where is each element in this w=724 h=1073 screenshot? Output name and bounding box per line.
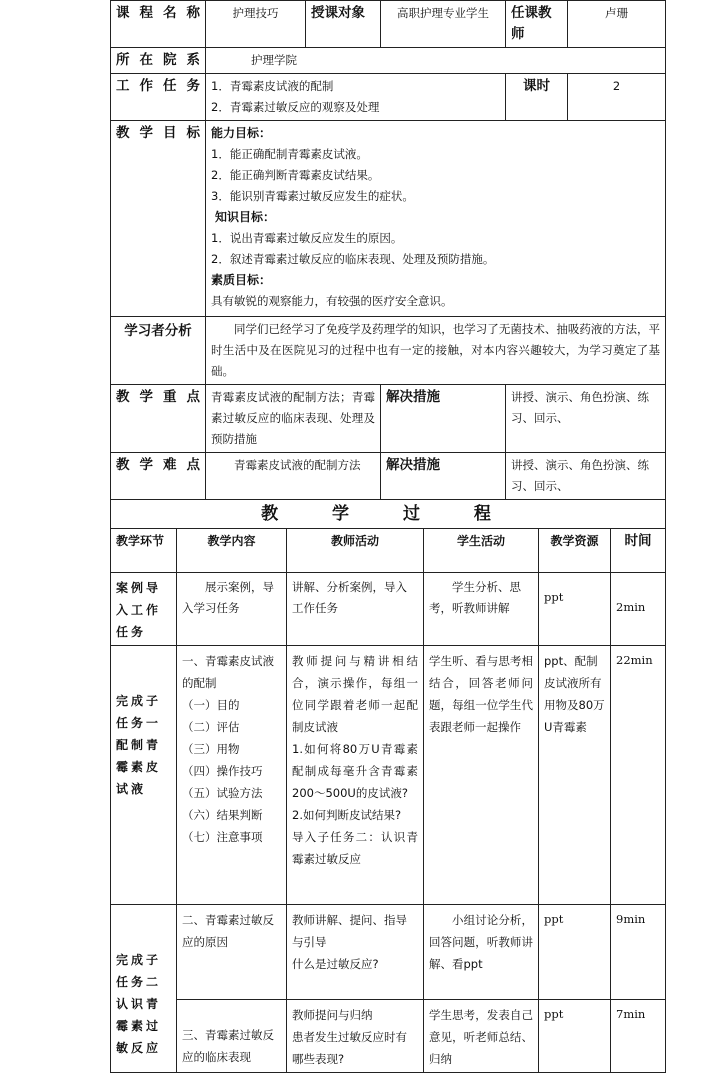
audience-value: 高职护理专业学生 bbox=[381, 1, 506, 48]
teacher-3b-question: 患者发生过敏反应时有哪些表现? bbox=[292, 1030, 407, 1066]
stage-1: 案例导入工作任务 bbox=[111, 573, 177, 646]
process-title-row bbox=[111, 500, 666, 529]
process-row bbox=[111, 573, 666, 646]
teacher-value: 卢珊 bbox=[568, 1, 666, 48]
key-solution-text: 讲授、演示、角色扮演、练习、回示、 bbox=[506, 385, 666, 453]
learner-label: 学习者分析 bbox=[111, 317, 206, 385]
teacher-3b-text: 教师提问与归纳 bbox=[292, 1008, 373, 1022]
ability-title: 能力目标： bbox=[211, 126, 272, 140]
process-row bbox=[111, 905, 666, 1000]
difficulty-label: 教学难点 bbox=[111, 453, 206, 500]
student-2: 学生听、看与思考相结合，回答老师问题，每组一位学生代表跟老师一起操作 bbox=[424, 646, 539, 905]
quality-title: 素质目标： bbox=[211, 273, 272, 287]
content-2-item: （五）试验方法 bbox=[182, 786, 263, 800]
content-3b: 三、青霉素过敏反应的临床表现 bbox=[177, 1000, 287, 1073]
process-row bbox=[111, 646, 666, 905]
lesson-plan-document bbox=[110, 0, 665, 1073]
course-label: 课程名称 bbox=[111, 1, 206, 48]
teacher-3a-text: 教师讲解、提问、指导与引导 bbox=[292, 913, 407, 949]
teacher-2-question: 1.如何将80万U青霉素配制成每毫升含青霉素200～500U的皮试液? bbox=[292, 742, 418, 800]
task-item: 2．青霉素过敏反应的观察及处理 bbox=[211, 100, 380, 114]
difficulty-solution-text: 讲授、演示、角色扮演、练习、回示、 bbox=[506, 453, 666, 500]
teacher-2-next: 导入子任务二：认识青霉素过敏反应 bbox=[292, 830, 418, 866]
difficulty-solution-label: 解决措施 bbox=[381, 453, 506, 500]
difficulty-text: 青霉素皮试液的配制方法 bbox=[206, 453, 381, 500]
header-row bbox=[111, 1, 666, 48]
course-value: 护理技巧 bbox=[206, 1, 306, 48]
content-2 bbox=[177, 646, 287, 905]
teacher-3b bbox=[287, 1000, 424, 1073]
col-student: 学生活动 bbox=[424, 529, 539, 573]
audience-label: 授课对象 bbox=[306, 1, 381, 48]
process-title: 教 学 过 程 bbox=[111, 500, 666, 529]
task-list bbox=[206, 74, 506, 121]
hours-label: 课时 bbox=[506, 74, 568, 121]
difficulty-row bbox=[111, 453, 666, 500]
stage-2: 完成子任务一配制青霉素皮试液 bbox=[111, 646, 177, 905]
key-points-row bbox=[111, 385, 666, 453]
content-2-item: （二）评估 bbox=[182, 720, 240, 734]
objectives-label: 教学目标 bbox=[111, 121, 206, 317]
content-2-title: 一、青霉素皮试液的配制 bbox=[182, 654, 274, 690]
content-2-item: （四）操作技巧 bbox=[182, 764, 263, 778]
task-row bbox=[111, 74, 666, 121]
knowledge-item: 2．叙述青霉素过敏反应的临床表现、处理及预防措施。 bbox=[211, 252, 495, 266]
teacher-3a-question: 什么是过敏反应? bbox=[292, 957, 379, 971]
col-stage: 教学环节 bbox=[111, 529, 177, 573]
objectives-content bbox=[206, 121, 666, 317]
process-table bbox=[110, 499, 666, 1073]
teacher-3a bbox=[287, 905, 424, 1000]
dept-value: 护理学院 bbox=[206, 48, 666, 74]
content-2-item: （一）目的 bbox=[182, 698, 240, 712]
key-points-label: 教学重点 bbox=[111, 385, 206, 453]
resource-1: ppt bbox=[539, 573, 611, 646]
task-label: 工作任务 bbox=[111, 74, 206, 121]
col-time: 时间 bbox=[611, 529, 666, 573]
info-table bbox=[110, 0, 666, 500]
teacher-1: 讲解、分析案例，导入工作任务 bbox=[287, 573, 424, 646]
content-1: 展示案例，导入学习任务 bbox=[177, 573, 287, 646]
content-3a: 二、青霉素过敏反应的原因 bbox=[177, 905, 287, 1000]
objectives-row bbox=[111, 121, 666, 317]
content-2-item: （七）注意事项 bbox=[182, 830, 263, 844]
process-header-row bbox=[111, 529, 666, 573]
content-2-item: （六）结果判断 bbox=[182, 808, 263, 822]
time-1: 2min bbox=[611, 573, 666, 646]
ability-item: 3．能识别青霉素过敏反应发生的症状。 bbox=[211, 189, 414, 203]
col-content: 教学内容 bbox=[177, 529, 287, 573]
col-teacher: 教师活动 bbox=[287, 529, 424, 573]
dept-label: 所在院系 bbox=[111, 48, 206, 74]
dept-row bbox=[111, 48, 666, 74]
process-row bbox=[111, 1000, 666, 1073]
teacher-2-text: 教师提问与精讲相结合，演示操作，每组一位同学跟着老师一起配制皮试液 bbox=[292, 654, 418, 734]
teacher-label: 任课教师 bbox=[506, 1, 568, 48]
stage-3: 完成子任务二认识青霉素过敏反应 bbox=[111, 905, 177, 1073]
resource-2: ppt、配制皮试液所有用物及80万U青霉素 bbox=[539, 646, 611, 905]
task-item: 1．青霉素皮试液的配制 bbox=[211, 79, 334, 93]
knowledge-item: 1．说出青霉素过敏反应发生的原因。 bbox=[211, 231, 403, 245]
learner-row bbox=[111, 317, 666, 385]
student-1: 学生分析、思考，听教师讲解 bbox=[424, 573, 539, 646]
content-2-item: （三）用物 bbox=[182, 742, 240, 756]
key-solution-label: 解决措施 bbox=[381, 385, 506, 453]
resource-3a: ppt bbox=[539, 905, 611, 1000]
ability-item: 2．能正确判断青霉素皮试结果。 bbox=[211, 168, 380, 182]
ability-item: 1．能正确配制青霉素皮试液。 bbox=[211, 147, 368, 161]
time-3a: 9min bbox=[611, 905, 666, 1000]
key-points-text: 青霉素皮试液的配制方法；青霉素过敏反应的临床表现、处理及预防措施 bbox=[206, 385, 381, 453]
teacher-2-question: 2.如何判断皮试结果? bbox=[292, 808, 402, 822]
teacher-2 bbox=[287, 646, 424, 905]
time-2: 22min bbox=[611, 646, 666, 905]
learner-text: 同学们已经学习了免疫学及药理学的知识，也学习了无菌技术、抽吸药液的方法，平时生活中及在医院见习的过程中也有一定的接触，对本内容兴趣较大，为学习奠定了基础。 bbox=[206, 317, 666, 385]
hours-value: 2 bbox=[568, 74, 666, 121]
student-3b: 学生思考，发表自己意见，听老师总结、归纳 bbox=[424, 1000, 539, 1073]
knowledge-title: 知识目标： bbox=[215, 210, 276, 224]
resource-3b: ppt bbox=[539, 1000, 611, 1073]
col-resource: 教学资源 bbox=[539, 529, 611, 573]
student-3a: 小组讨论分析，回答问题，听教师讲解、看ppt bbox=[424, 905, 539, 1000]
quality-text: 具有敏锐的观察能力，有较强的医疗安全意识。 bbox=[211, 294, 453, 308]
time-3b: 7min bbox=[611, 1000, 666, 1073]
